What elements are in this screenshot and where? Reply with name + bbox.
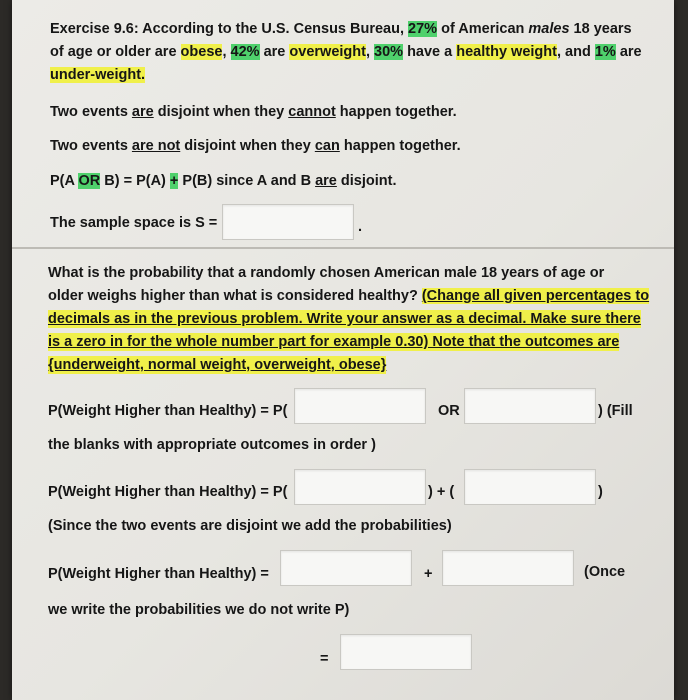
definition-text: Two events [50, 138, 132, 154]
intro-text: of American [437, 21, 529, 37]
formula-text: P(A [50, 173, 79, 189]
row1-outcome-1-input[interactable] [294, 388, 426, 424]
row1-or: OR [438, 403, 460, 419]
intro-text: are [615, 44, 642, 60]
formula-text: P(B) since A and B [178, 173, 316, 189]
intro-text: , [365, 44, 375, 60]
question-line-2 [48, 287, 649, 305]
row2-tail: ) [598, 484, 603, 500]
highlight-overweight: overweight [289, 44, 366, 60]
row2-outcome-2-input[interactable] [464, 469, 596, 505]
row3-probability-2-input[interactable] [442, 550, 574, 586]
question-line-1: What is the probability that a randomly chosen American male 18 years of age or [48, 265, 605, 281]
sample-space-input[interactable] [222, 204, 354, 240]
question-line-3: decimals as in the previous problem. Write your answer as a decimal. Make sure there [48, 311, 641, 327]
row2-note: (Since the two events are disjoint we add the probabilities) [48, 518, 452, 534]
underlined-word: can [314, 138, 340, 154]
intro-text: are [259, 44, 290, 60]
row1-continuation: the blanks with appropriate outcomes in order ) [48, 437, 376, 453]
highlight-instruction: (Change all given percentages to [421, 288, 650, 304]
question-line-4: is a zero in for the whole number part for example 0.30) Note that the outcomes are [48, 334, 620, 350]
highlight-underweight: under-weight. [50, 67, 146, 83]
underlined-word: are [131, 104, 154, 120]
row3-probability-1-input[interactable] [280, 550, 412, 586]
disjoint-definition [50, 103, 457, 121]
definition-text: happen together. [335, 104, 457, 120]
intro-text: of age or older are [50, 44, 181, 60]
intro-text: 18 years [569, 21, 632, 37]
row2-outcome-1-input[interactable] [294, 469, 426, 505]
row2-mid: ) + ( [428, 484, 455, 500]
definition-text: happen together. [339, 138, 461, 154]
definition-text: disjoint when they [153, 104, 289, 120]
formula-text: B) = P(A) [100, 173, 170, 189]
definition-text: Two events [50, 104, 132, 120]
intro-text: Exercise 9.6: According to the U.S. Census Bureau, [50, 21, 409, 37]
highlight-plus: + [169, 173, 179, 189]
row3-continuation: we write the probabilities we do not write P) [48, 602, 350, 618]
intro-text: , and [556, 44, 595, 60]
question-text: older weighs higher than what is considered healthy? [48, 288, 422, 304]
highlight-healthy-weight: healthy weight [456, 44, 557, 60]
intro-text: have a [403, 44, 457, 60]
row1-label: P(Weight Higher than Healthy) = P( [48, 403, 288, 419]
row3-tail: (Once [584, 564, 626, 580]
highlight-or: OR [78, 173, 101, 189]
sample-space-period: . [358, 219, 363, 235]
underlined-word: are [315, 173, 337, 189]
row1-tail: ) (Fill [598, 403, 633, 419]
definition-text: disjoint when they [180, 138, 315, 154]
final-answer-input[interactable] [340, 634, 472, 670]
sample-space-label: The sample space is S = [50, 215, 218, 231]
addition-rule-formula [50, 172, 396, 190]
row2-label: P(Weight Higher than Healthy) = P( [48, 484, 288, 500]
highlight-30-percent: 30% [374, 44, 404, 60]
row3-plus: + [424, 566, 433, 582]
males-word: males [528, 21, 570, 37]
highlight-27-percent: 27% [408, 21, 438, 37]
section-divider [12, 247, 674, 249]
underlined-word: cannot [288, 104, 336, 120]
not-disjoint-definition [50, 137, 461, 155]
underlined-word: are not [131, 138, 181, 154]
row1-outcome-2-input[interactable] [464, 388, 596, 424]
highlight-42-percent: 42% [230, 44, 260, 60]
highlight-1-percent: 1% [594, 44, 616, 60]
highlight-obese: obese [180, 44, 223, 60]
final-equals: = [320, 651, 329, 667]
intro-text: , [222, 44, 231, 60]
formula-text: disjoint. [336, 173, 397, 189]
question-line-5: {underweight, normal weight, overweight, obese} [48, 357, 387, 373]
intro-line-3 [50, 66, 145, 84]
row3-label: P(Weight Higher than Healthy) = [48, 566, 269, 582]
intro-line-1 [50, 20, 632, 38]
intro-line-2 [50, 43, 642, 61]
